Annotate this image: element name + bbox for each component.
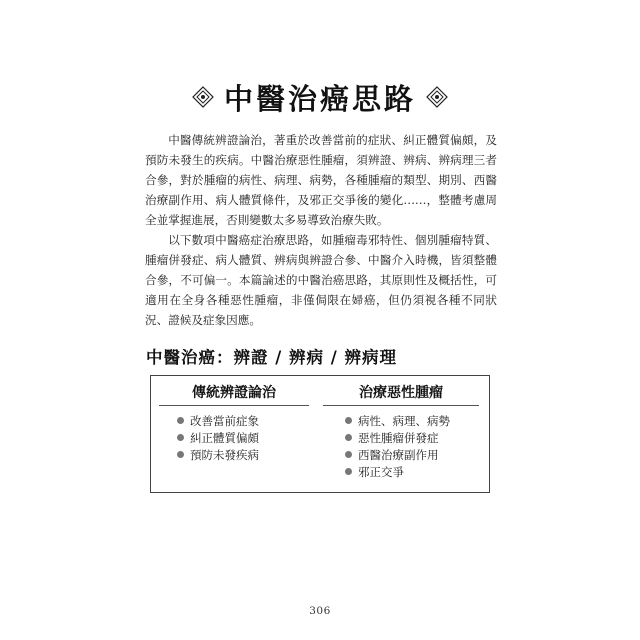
list-item-label: 惡性腫瘤併發症 — [358, 430, 439, 445]
left-panel-divider — [159, 405, 309, 406]
list-item-label: 西醫治療副作用 — [358, 447, 439, 462]
left-panel-title: 傳統辨證論治 — [192, 385, 276, 401]
bullet-dot-icon — [177, 434, 184, 441]
list-item-label: 預防未發疾病 — [190, 447, 259, 462]
right-panel-divider — [323, 405, 479, 406]
right-panel — [323, 376, 479, 492]
comparison-diagram — [150, 375, 490, 493]
list-item — [177, 446, 259, 463]
paragraph-2: 以下數項中醫癌症治療思路，如腫瘤毒邪特性、個別腫瘤特質、腫瘤併發症、病人體質、辨病與辨證合參、中醫介入時機，皆須整體合參，不可偏一。本篇論述的中醫治癌思路，其原則性及概括性，可適用在全身各種惡性腫瘤，非僅侷限在婦癌，但仍須視各種不同狀況、證候及症象因應。 — [145, 233, 497, 327]
bullet-dot-icon — [345, 468, 352, 475]
right-panel-title: 治療惡性腫瘤 — [359, 385, 443, 401]
page-title: 中醫治癌思路 — [223, 81, 416, 116]
list-item-label: 病性、病理、病勢 — [358, 413, 450, 428]
title-block — [0, 72, 640, 122]
list-item — [345, 429, 450, 446]
list-item-label: 糾正體質偏頗 — [190, 430, 259, 445]
page-number: 306 — [309, 605, 331, 617]
bullet-dot-icon — [345, 451, 352, 458]
bullet-dot-icon — [345, 434, 352, 441]
list-item — [177, 429, 259, 446]
left-panel — [159, 376, 309, 492]
bullet-dot-icon — [177, 451, 184, 458]
list-item — [177, 412, 259, 429]
body-text — [145, 130, 497, 330]
list-item — [345, 463, 450, 480]
diamond-flourish-icon — [192, 86, 214, 108]
bullet-dot-icon — [345, 417, 352, 424]
left-panel-list — [177, 412, 259, 463]
section-heading: 中醫治癌：辨證 / 辨病 / 辨病理 — [146, 348, 398, 367]
right-panel-list — [345, 412, 450, 480]
list-item-label: 改善當前症象 — [190, 413, 259, 428]
list-item-label: 邪正交爭 — [358, 464, 404, 479]
diamond-flourish-icon — [426, 86, 448, 108]
list-item — [345, 412, 450, 429]
bullet-dot-icon — [177, 417, 184, 424]
paragraph-1: 中醫傳統辨證論治，著重於改善當前的症狀、糾正體質偏頗，及預防未發生的疾病。中醫治療惡性腫瘤，須辨證、辨病、辨病理三者合參，對於腫瘤的病性、病理、病勢，各種腫瘤的類型、期別、西醫治療副作用、病人體質條件，及邪正交爭後的變化……，整體考慮周全並掌握進展，否則變數太多易導致治療失敗。 — [145, 133, 497, 227]
list-item — [345, 446, 450, 463]
